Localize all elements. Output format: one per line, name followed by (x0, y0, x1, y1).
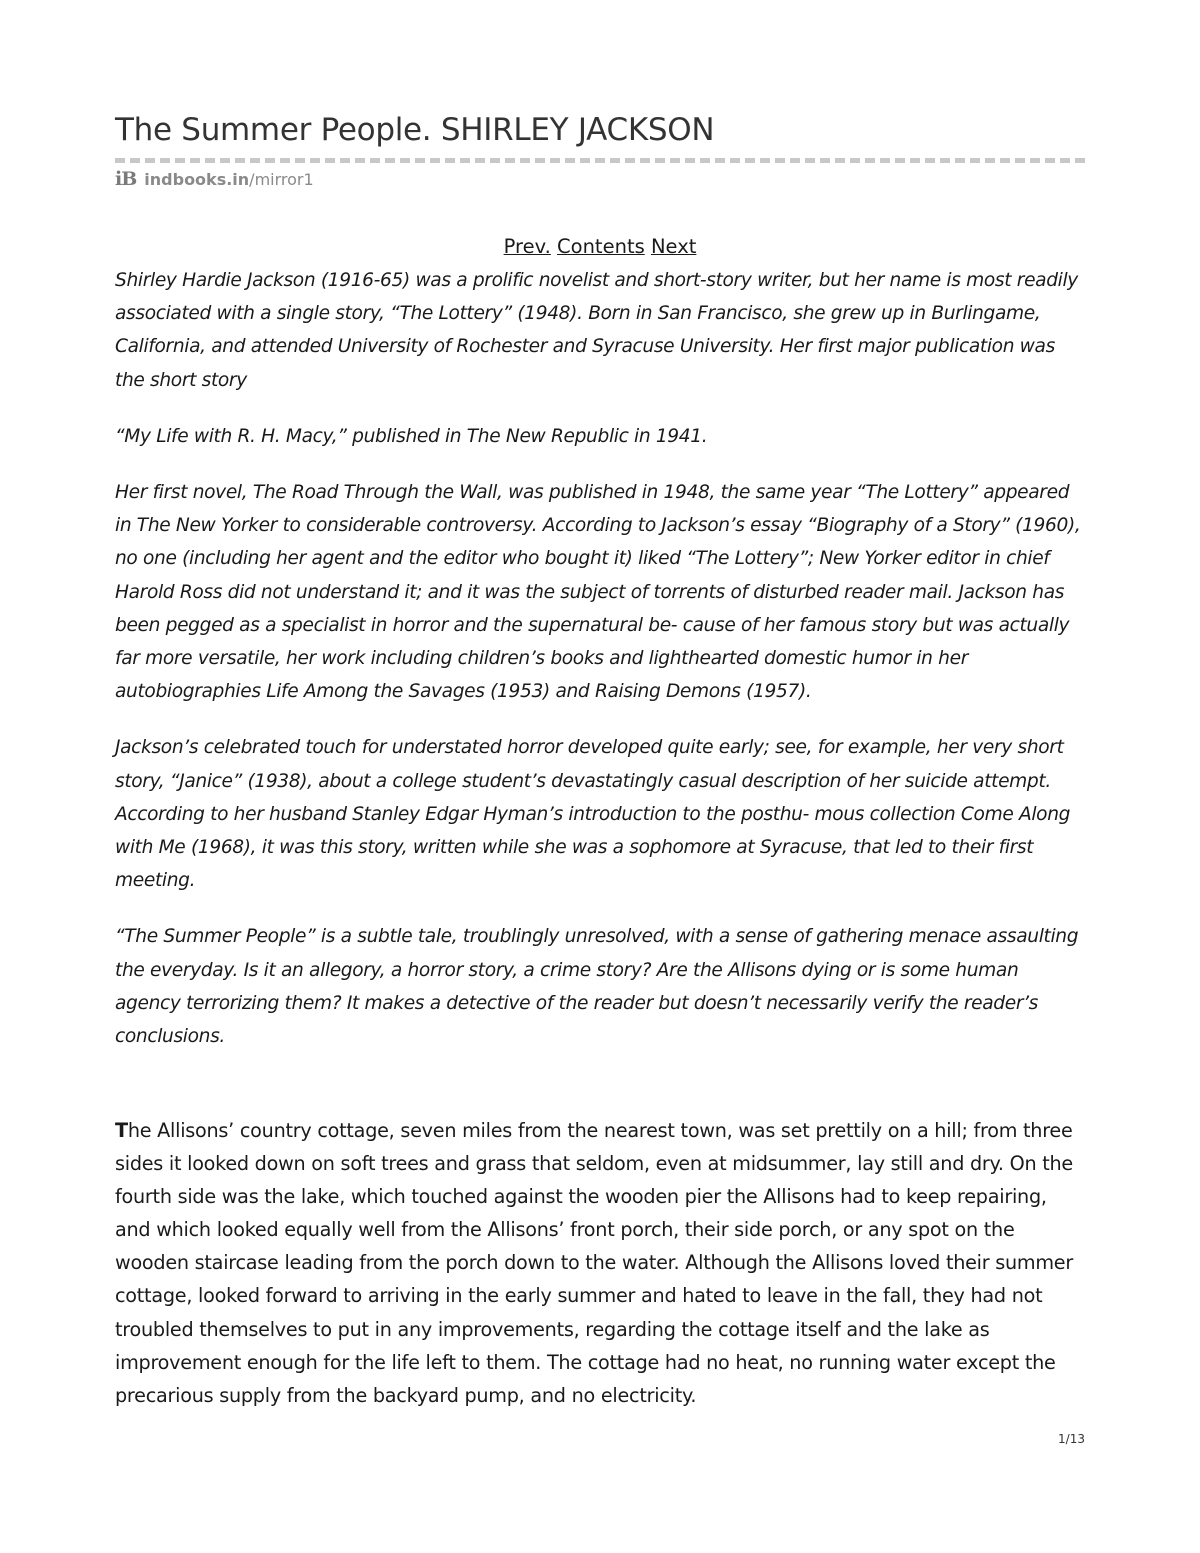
indbooks-logo-icon: iB (115, 168, 137, 190)
intro-paragraph: Her first novel, The Road Through the Wall, was published in 1948, the same year “The Lottery” appeared in The New Yorker to considerable controversy. According to Jackson’s essay “Biography of a Story” (1960), no one (including her agent and the editor who bought it) liked “The Lottery”; New Yorker editor in chief Harold Ross did not understand it; and it was the subject of torrents of disturbed reader mail. Jackson has been pegged as a specialist in horror and the supernatural be- cause of her famous story but was actually far more versatile, her work including children’s books and lighthearted domestic humor in her autobiographies Life Among the Savages (1953) and Raising Demons (1957). (115, 482, 1081, 703)
source-domain[interactable]: indbooks.in (144, 170, 250, 189)
chapter-navigation (115, 233, 1085, 261)
story-text: he Allisons’ country cottage, seven miles from the nearest town, was set prettily on a hill; from three sides it looked down on soft trees and grass that seldom, even at midsummer, lay still and dry. On the fourth side was the lake, which touched against the wooden pier the Allisons had to keep repairing, and which looked equally well from the Allisons’ front porch, their side porch, or any spot on the wooden staircase leading from the porch down to the water. Although the Allisons loved their summer cottage, looked forward to arriving in the early summer and hated to leave in the fall, they had not troubled themselves to put in any improvements, regarding the cottage itself and the lake as improvement enough for the life left to them. The cottage had no heat, no running water except the precarious supply from the backyard pump, and no electricity. (115, 1119, 1073, 1407)
title-divider (115, 158, 1085, 163)
story-body (115, 1114, 1085, 1412)
intro-paragraph: Jackson’s celebrated touch for understated horror developed quite early; see, for example, her very short story, “Janice” (1938), about a college student’s devastatingly casual description of her suicide attempt. According to her husband Stanley Edgar Hyman’s introduction to the posthu- mous collection Come Along with Me (1968), it was this story, written while she was a sophomore at Syracuse, that led to their first meeting. (115, 737, 1071, 892)
author-introduction (115, 264, 1085, 1076)
page-number: 1/13 (1058, 1432, 1085, 1446)
source-line (115, 168, 314, 190)
page-title: The Summer People. SHIRLEY JACKSON (115, 112, 715, 148)
prev-link[interactable]: Prev. (503, 235, 551, 258)
contents-link[interactable]: Contents (557, 235, 645, 258)
intro-paragraph: “The Summer People” is a subtle tale, troublingly unresolved, with a sense of gathering menace assaulting the everyday. Is it an allegory, a horror story, a crime story? Are the Allisons dying or is some human agency terrorizing them? It makes a detective of the reader but doesn’t necessarily verify the reader’s conclusions. (115, 926, 1079, 1048)
document-page (115, 0, 1085, 1553)
next-link[interactable]: Next (650, 235, 697, 258)
story-paragraph (115, 1114, 1085, 1412)
source-path[interactable]: /mirror1 (249, 170, 314, 189)
intro-paragraph: Shirley Hardie Jackson (1916-65) was a prolific novelist and short-story writer, but her name is most readily associated with a single story, “The Lottery” (1948). Born in San Francisco, she grew up in Burlingame, California, and attended University of Rochester and Syracuse University. Her first major publication was the short story (115, 270, 1078, 391)
intro-paragraph: “My Life with R. H. Macy,” published in The New Republic in 1941. (115, 425, 708, 447)
drop-cap: T (115, 1119, 128, 1142)
